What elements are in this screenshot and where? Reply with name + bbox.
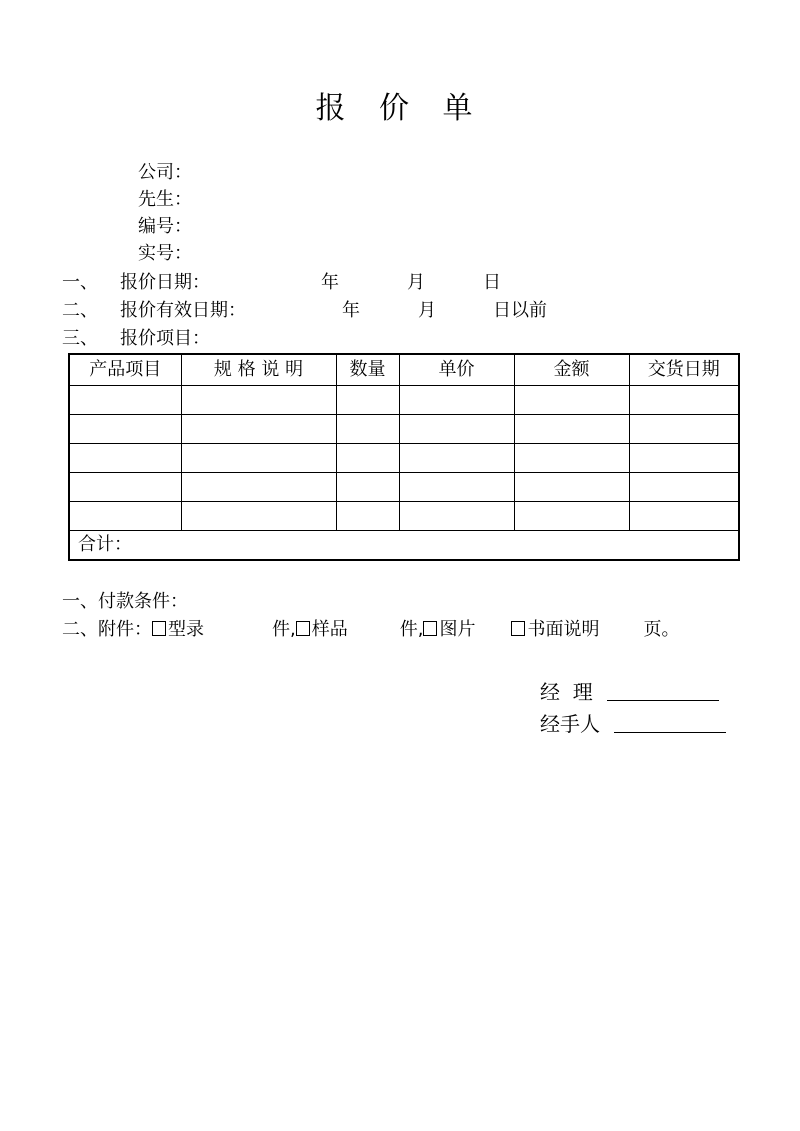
catalog-piece-label: 件, (272, 619, 296, 640)
manager-signature (540, 682, 719, 702)
table-row (69, 415, 739, 444)
table-cell[interactable] (629, 473, 739, 502)
table-cell[interactable] (69, 415, 181, 444)
picture-label: 图片 (439, 619, 476, 640)
table-cell[interactable] (514, 473, 629, 502)
header-delivery-date: 交货日期 (629, 354, 739, 386)
written-checkbox[interactable] (511, 621, 525, 636)
table-cell[interactable] (514, 444, 629, 473)
picture-checkbox[interactable] (423, 621, 437, 636)
section-number: 三、 (62, 328, 98, 349)
sample-checkbox[interactable] (296, 621, 310, 636)
header-spec: 规 格 说 明 (181, 354, 336, 386)
quote-date-label: 报价日期： (120, 272, 210, 293)
table-cell[interactable] (69, 502, 181, 531)
quote-date-row (62, 274, 210, 292)
table-row (69, 502, 739, 531)
manager-signature-line[interactable] (607, 682, 719, 701)
table-cell[interactable] (336, 444, 399, 473)
quote-date-month: 月 (407, 272, 425, 293)
table-row (69, 473, 739, 502)
handler-signature (540, 714, 726, 734)
real-number-field: 实号： (138, 243, 192, 264)
table-cell[interactable] (629, 502, 739, 531)
table-cell[interactable] (181, 473, 336, 502)
table-cell[interactable] (514, 502, 629, 531)
header-amount: 金额 (514, 354, 629, 386)
section-number: 二、 (62, 300, 98, 321)
manager-label: 经 理 (540, 680, 593, 704)
table-cell[interactable] (69, 386, 181, 415)
attachments-row (62, 621, 679, 639)
table-cell[interactable] (514, 386, 629, 415)
quote-date-year: 年 (321, 272, 339, 293)
table-cell[interactable] (336, 386, 399, 415)
table-cell[interactable] (181, 502, 336, 531)
table-cell[interactable] (514, 415, 629, 444)
table-cell[interactable] (399, 502, 514, 531)
table-cell[interactable] (181, 415, 336, 444)
table-cell[interactable] (629, 444, 739, 473)
valid-date-label: 报价有效日期： (120, 300, 246, 321)
header-product: 产品项目 (69, 354, 181, 386)
sample-piece-label: 件, (399, 619, 424, 640)
catalog-label: 型录 (168, 619, 204, 640)
table-row (69, 386, 739, 415)
table-cell[interactable] (69, 473, 181, 502)
written-label: 书面说明 (527, 619, 600, 640)
handler-signature-line[interactable] (614, 714, 726, 733)
quote-items-row (62, 330, 210, 348)
table-cell[interactable] (336, 473, 399, 502)
mister-field: 先生： (138, 189, 192, 210)
sample-label: 样品 (311, 619, 348, 640)
payment-terms: 一、付款条件： (62, 591, 188, 612)
quote-items-label: 报价项目： (120, 328, 210, 349)
quote-date-day: 日 (483, 272, 501, 293)
header-quantity: 数量 (336, 354, 399, 386)
table-cell[interactable] (399, 386, 514, 415)
company-field: 公司： (138, 162, 192, 183)
table-cell[interactable] (399, 444, 514, 473)
number-field: 编号： (138, 216, 192, 237)
page-label: 页。 (643, 619, 680, 640)
table-header-row (69, 354, 739, 386)
attachments-label: 二、附件： (62, 619, 152, 640)
table-cell[interactable] (629, 386, 739, 415)
table-row (69, 444, 739, 473)
total-row (69, 531, 739, 561)
quote-table (68, 353, 740, 561)
header-unit-price: 单价 (399, 354, 514, 386)
page-title: 报 价 单 (315, 91, 485, 126)
catalog-checkbox[interactable] (152, 621, 166, 636)
valid-date-row (62, 302, 246, 320)
table-cell[interactable] (181, 386, 336, 415)
table-cell[interactable] (399, 473, 514, 502)
section-number: 一、 (62, 272, 98, 293)
table-cell[interactable] (399, 415, 514, 444)
valid-date-year: 年 (342, 300, 360, 321)
valid-date-day: 日以前 (493, 300, 547, 321)
total-label: 合计： (69, 531, 739, 561)
table-cell[interactable] (181, 444, 336, 473)
table-cell[interactable] (336, 415, 399, 444)
table-cell[interactable] (629, 415, 739, 444)
table-cell[interactable] (69, 444, 181, 473)
handler-label: 经手人 (540, 712, 600, 736)
table-cell[interactable] (336, 502, 399, 531)
valid-date-month: 月 (418, 300, 436, 321)
